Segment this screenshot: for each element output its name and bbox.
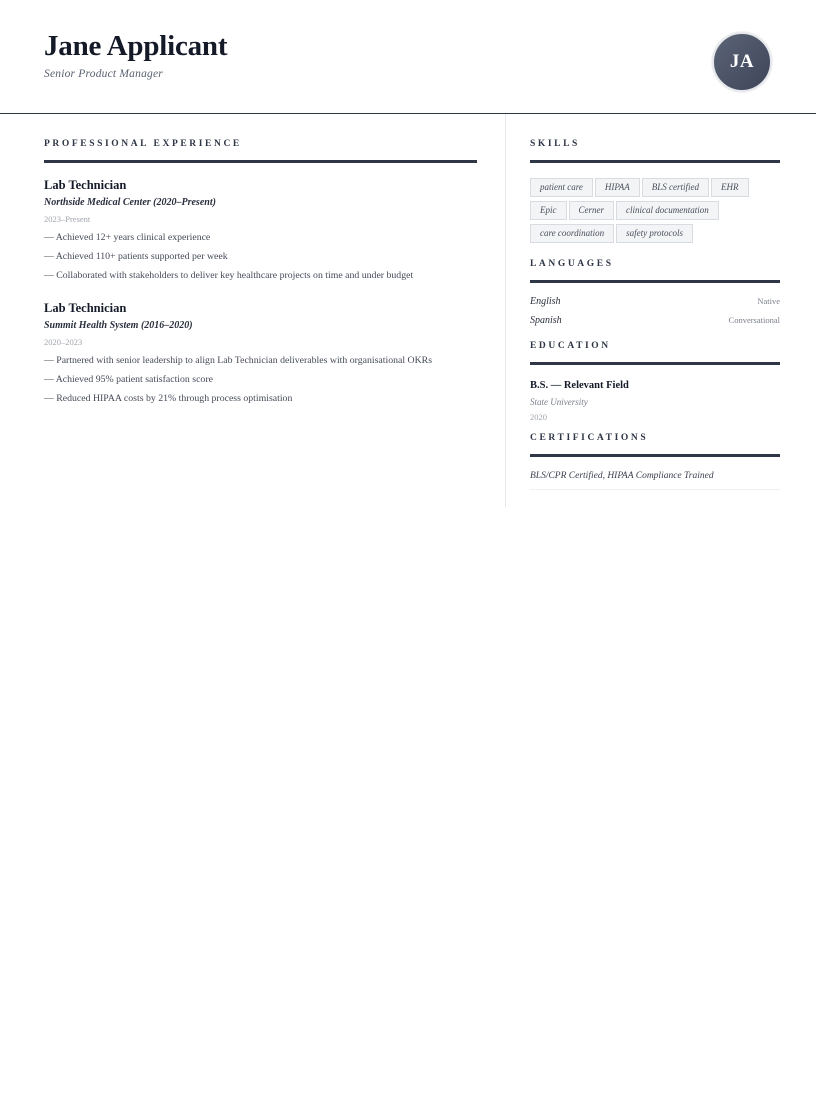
avatar-initials: JA	[729, 51, 755, 72]
skill-chip: Cerner	[569, 201, 615, 220]
applicant-title: Senior Product Manager	[44, 68, 163, 80]
job-entry	[44, 300, 477, 405]
skill-chip: clinical documentation	[616, 201, 719, 220]
language-level: Native	[757, 296, 780, 306]
language-name: English	[530, 296, 561, 307]
skill-chip: patient care	[530, 178, 593, 197]
languages-list	[530, 296, 780, 326]
job-company: Northside Medical Center (2020–Present)	[44, 197, 216, 208]
skill-chip: safety protocols	[616, 224, 693, 243]
job-title: Lab Technician	[44, 178, 127, 192]
skill-chip: HIPAA	[595, 178, 640, 197]
skill-chip: EHR	[711, 178, 749, 197]
sidebar-column	[530, 114, 780, 490]
job-dates: 2023–Present	[44, 214, 91, 224]
language-row	[530, 315, 780, 326]
job-bullet: — Partnered with senior leadership to align Lab Technician deliverables with organisational OKRs	[44, 355, 433, 366]
language-name: Spanish	[530, 315, 562, 326]
job-bullet: — Achieved 95% patient satisfaction score	[44, 374, 213, 385]
job-bullet: — Reduced HIPAA costs by 21% through process optimisation	[44, 393, 293, 404]
job-dates: 2020–2023	[44, 337, 83, 347]
experience-column	[44, 114, 477, 405]
language-level: Conversational	[728, 315, 780, 325]
certifications-heading: CERTIFICATIONS	[530, 433, 780, 457]
education-degree: B.S. — Relevant Field	[530, 380, 629, 391]
skills-heading: SKILLS	[530, 139, 780, 163]
languages-heading: LANGUAGES	[530, 259, 780, 283]
certifications-text: BLS/CPR Certified, HIPAA Compliance Trained	[530, 470, 780, 490]
skill-chip: BLS certified	[642, 178, 709, 197]
skill-chip: Epic	[530, 201, 567, 220]
job-title: Lab Technician	[44, 301, 127, 315]
experience-heading: PROFESSIONAL EXPERIENCE	[44, 139, 477, 163]
job-company: Summit Health System (2016–2020)	[44, 320, 193, 331]
job-bullet: — Achieved 12+ years clinical experience	[44, 232, 211, 243]
applicant-name: Jane Applicant	[44, 30, 228, 62]
job-bullet: — Achieved 110+ patients supported per week	[44, 251, 228, 262]
column-divider	[505, 114, 506, 507]
job-bullet: — Collaborated with stakeholders to deliver key healthcare projects on time and under budget	[44, 270, 414, 281]
education-year: 2020	[530, 412, 547, 422]
job-entry	[44, 177, 477, 282]
resume-header	[0, 0, 816, 114]
education-school: State University	[530, 397, 588, 407]
skill-chip: care coordination	[530, 224, 614, 243]
education-heading: EDUCATION	[530, 341, 780, 365]
language-row	[530, 296, 780, 307]
avatar	[712, 32, 772, 92]
skills-list	[530, 178, 770, 243]
